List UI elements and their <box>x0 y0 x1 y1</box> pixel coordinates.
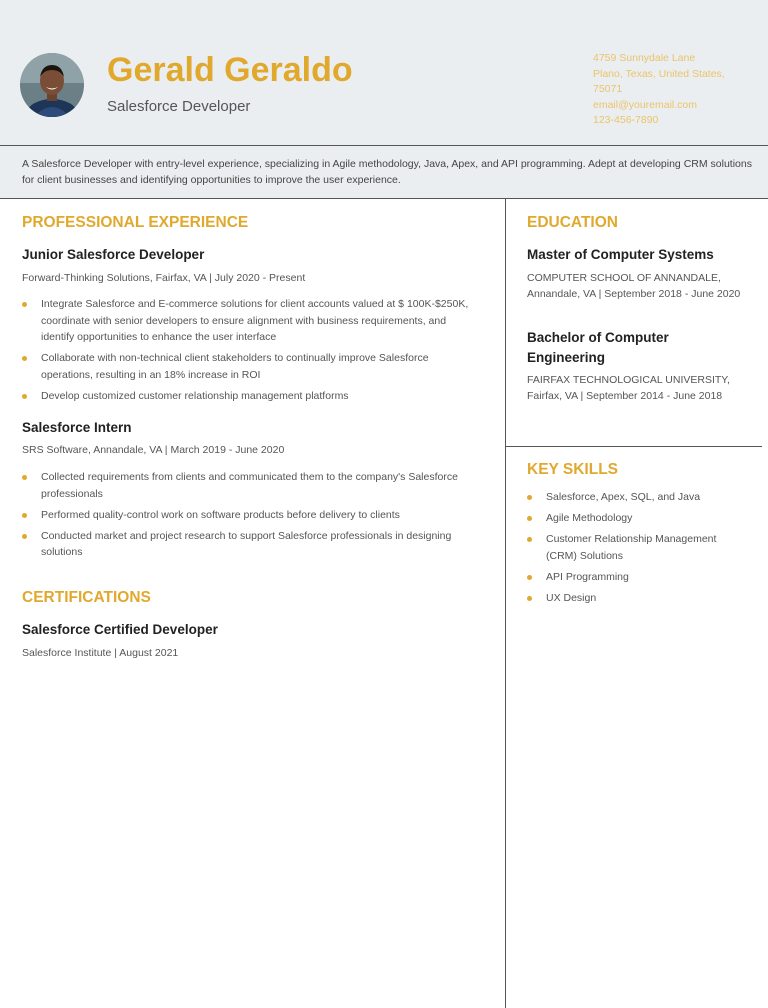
profile-photo <box>20 53 84 117</box>
job-title-1: Junior Salesforce Developer <box>22 247 205 262</box>
column-divider <box>505 199 506 1008</box>
summary-divider <box>0 198 768 199</box>
degree-2-school: FAIRFAX TECHNOLOGICAL UNIVERSITY, <box>527 374 730 386</box>
job-bullets-2 <box>22 469 482 565</box>
degree-1: Master of Computer Systems <box>527 247 714 262</box>
contact-zip: 75071 <box>593 83 623 95</box>
list-item: Customer Relationship Management (CRM) Solutions <box>527 531 737 564</box>
contact-city: Plano, Texas, United States, <box>593 67 725 80</box>
job-bullets-1 <box>22 296 482 409</box>
candidate-title: Salesforce Developer <box>107 98 251 115</box>
profile-photo-image <box>20 53 84 117</box>
list-item: API Programming <box>527 569 737 586</box>
contact-phone[interactable]: 123-456-7890 <box>593 114 659 126</box>
certification-title: Salesforce Certified Developer <box>22 622 218 637</box>
certifications-heading: CERTIFICATIONS <box>22 589 151 606</box>
list-item: Agile Methodology <box>527 510 737 527</box>
contact-info <box>593 51 753 129</box>
job-meta-1: Forward-Thinking Solutions, Fairfax, VA | July 2020 - Present <box>22 272 306 284</box>
list-item: Collected requirements from clients and communicated them to the company's Salesforce professionals <box>22 469 482 502</box>
candidate-name: Gerald Geraldo <box>107 51 353 89</box>
job-title-2: Salesforce Intern <box>22 420 132 435</box>
list-item: Conducted market and project research to support Salesforce professionals in designing solutions <box>22 528 482 561</box>
summary-text: A Salesforce Developer with entry-level experience, specializing in Agile methodology, Java, Apex, and API programming. Adept at developing CRM solutions for client businesses and identifying opportunities to improve the user experience. <box>22 158 752 186</box>
degree-1-school: COMPUTER SCHOOL OF ANNANDALE, <box>527 272 721 284</box>
contact-street: 4759 Sunnydale Lane <box>593 52 696 64</box>
degree-2: Bachelor of Computer Engineering <box>527 330 669 365</box>
list-item: Integrate Salesforce and E-commerce solutions for client accounts valued at $ 100K-$250K, coordinate with senior developers to ensure alignment with business requirements, and identify opportunities to enhance the user interface <box>22 296 482 346</box>
degree-2-details <box>527 372 757 404</box>
right-column-divider <box>505 446 762 447</box>
experience-heading: PROFESSIONAL EXPERIENCE <box>22 214 249 231</box>
degree-1-details <box>527 270 757 302</box>
list-item: Performed quality-control work on software products before delivery to clients <box>22 507 482 524</box>
list-item: UX Design <box>527 590 737 607</box>
certification-meta: Salesforce Institute | August 2021 <box>22 647 179 659</box>
contact-email[interactable]: email@youremail.com <box>593 98 698 111</box>
degree-1-detail: Annandale, VA | September 2018 - June 2020 <box>527 288 741 300</box>
skills-list <box>527 489 737 611</box>
job-meta-2: SRS Software, Annandale, VA | March 2019 - June 2020 <box>22 444 285 456</box>
education-heading: EDUCATION <box>527 214 618 231</box>
list-item: Collaborate with non-technical client stakeholders to continually improve Salesforce operations, resulting in an 18% increase in ROI <box>22 350 482 383</box>
list-item: Develop customized customer relationship management platforms <box>22 388 482 405</box>
degree-2-detail: Fairfax, VA | September 2014 - June 2018 <box>527 390 723 402</box>
list-item: Salesforce, Apex, SQL, and Java <box>527 489 737 506</box>
skills-heading: KEY SKILLS <box>527 461 619 478</box>
